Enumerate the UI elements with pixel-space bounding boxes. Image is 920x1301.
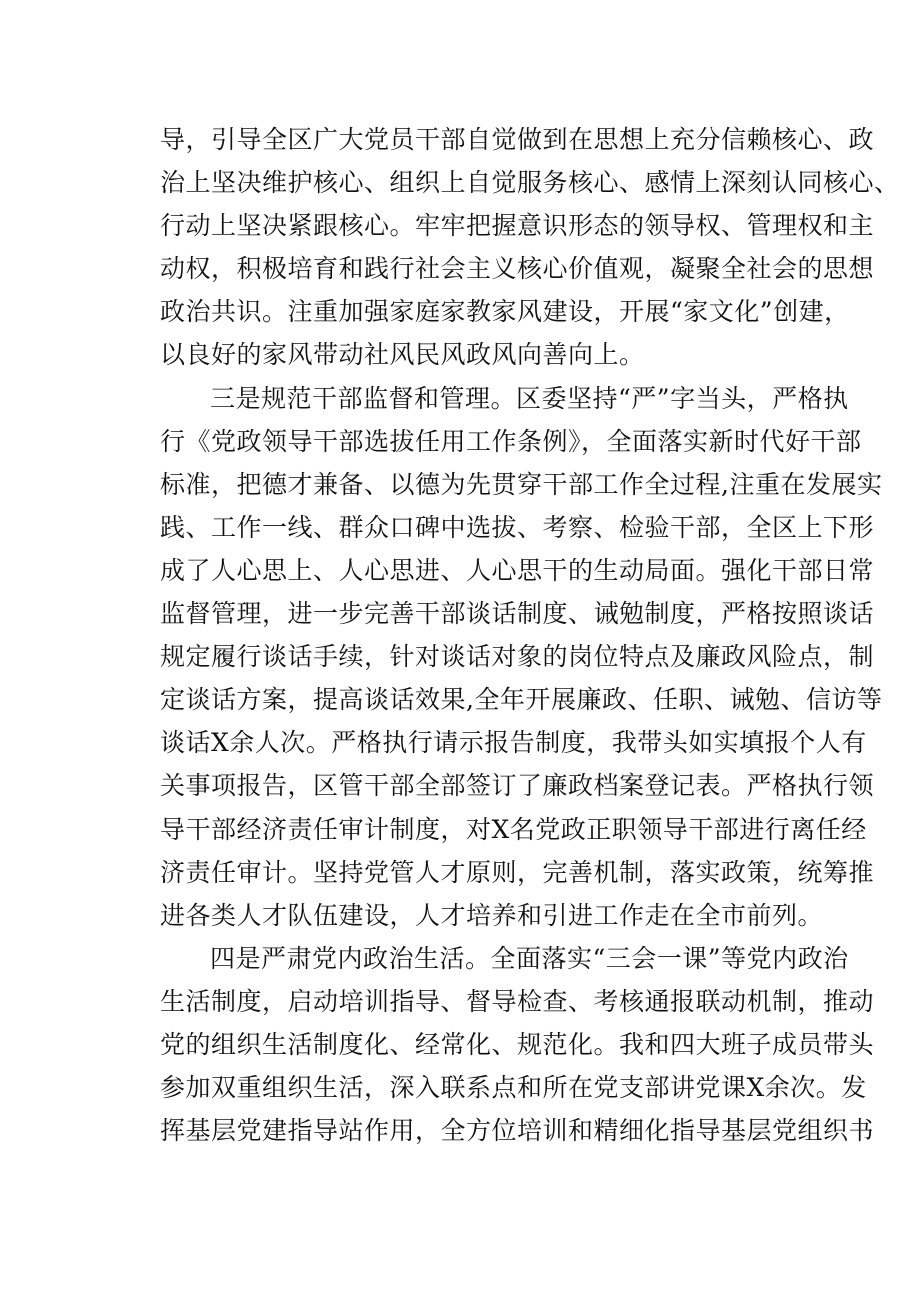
body-text bbox=[160, 118, 900, 1152]
text-line: 践、工作一线、群众口碑中选拔、考察、检验干部，全区上下形 bbox=[160, 512, 875, 542]
text-line: 挥基层党建指导站作用，全方位培训和精细化指导基层党组织书 bbox=[160, 1116, 875, 1146]
text-line: 行《党政领导干部选拔任用工作条例》，全面落实新时代好干部 bbox=[160, 426, 862, 456]
text-line: 参加双重组织生活，深入联系点和所在党支部讲党课X余次。发 bbox=[160, 1073, 867, 1103]
text-line: 济责任审计。坚持党管人才原则，完善机制，落实政策，统筹推 bbox=[160, 857, 875, 887]
text-line: 生活制度，启动培训指导、督导检查、考核通报联动机制，推动 bbox=[160, 986, 875, 1016]
text-line: 导，引导全区广大党员干部自觉做到在思想上充分信赖核心、政 bbox=[160, 125, 875, 154]
text-line: 行动上坚决紧跟核心。牢牢把握意识形态的领导权、管理权和主 bbox=[160, 211, 875, 241]
text-line: 定谈话方案，提高谈话效果,全年开展廉政、任职、诫勉、信访等 bbox=[160, 685, 883, 715]
text-line: 标准，把德才兼备、以德为先贯穿干部工作全过程,注重在发展实 bbox=[160, 469, 883, 499]
text-line: 治上坚决维护核心、组织上自觉服务核心、感情上深刻认同核心、 bbox=[160, 168, 900, 198]
text-line: 党的组织生活制度化、经常化、规范化。我和四大班子成员带头 bbox=[160, 1029, 875, 1059]
text-line: 监督管理，进一步完善干部谈话制度、诫勉制度，严格按照谈话 bbox=[160, 599, 875, 629]
text-line: 四是严肃党内政治生活。全面落实“三会一课”等党内政治 bbox=[210, 943, 849, 973]
text-line: 谈话X余人次。严格执行请示报告制度，我带头如实填报个人有 bbox=[160, 728, 867, 758]
text-line: 以良好的家风带动社风民风政风向善向上。 bbox=[160, 340, 645, 370]
text-line: 政治共识。注重加强家庭家教家风建设，开展“家文化”创建， bbox=[160, 297, 850, 327]
text-line: 规定履行谈话手续，针对谈话对象的岗位特点及廉政风险点，制 bbox=[160, 642, 875, 672]
text-line: 进各类人才队伍建设，人才培养和引进工作走在全市前列。 bbox=[160, 900, 824, 930]
text-line: 三是规范干部监督和管理。区委坚持“严”字当头，严格执 bbox=[210, 383, 849, 413]
text-line: 导干部经济责任审计制度，对X名党政正职领导干部进行离任经 bbox=[160, 814, 867, 844]
text-line: 动权，积极培育和践行社会主义核心价值观，凝聚全社会的思想 bbox=[160, 254, 875, 284]
text-line: 成了人心思上、人心思进、人心思干的生动局面。强化干部日常 bbox=[160, 555, 875, 585]
text-line: 关事项报告，区管干部全部签订了廉政档案登记表。严格执行领 bbox=[160, 771, 875, 801]
